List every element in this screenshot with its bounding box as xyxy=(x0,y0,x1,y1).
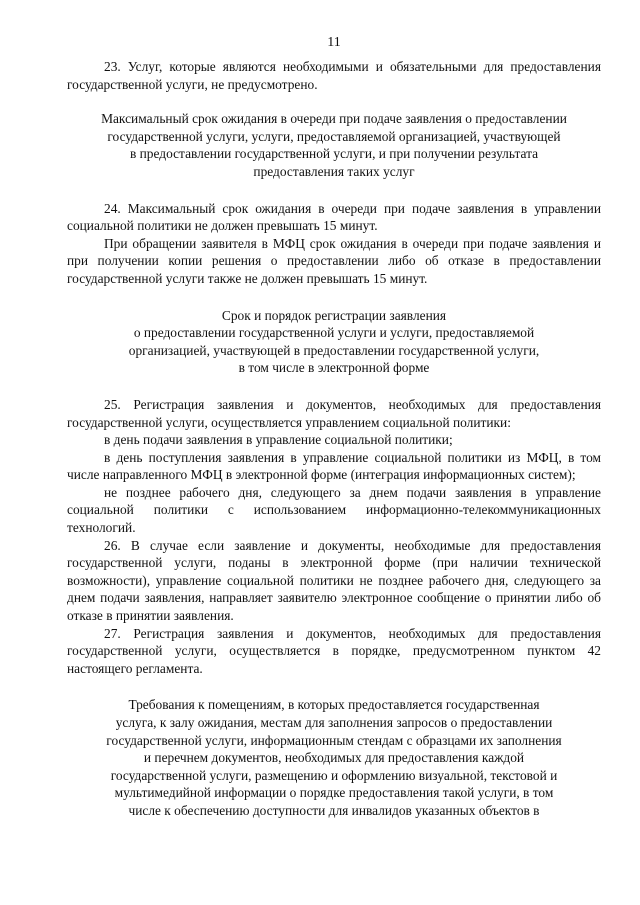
section-spacer xyxy=(67,93,601,110)
paragraph: в день поступления заявления в управление социальной политики из МФЦ, в том числе направленного МФЦ в электронной форме (интеграция информационных систем); xyxy=(67,449,601,483)
document-body xyxy=(67,58,601,820)
heading-line: о предоставлении государственной услуги и услуги, предоставляемой xyxy=(133,325,535,341)
page-number: 11 xyxy=(327,35,341,50)
section-heading xyxy=(71,696,597,819)
heading-line: мультимедийной информации о порядке предоставления такой услуги, в том xyxy=(114,785,554,801)
heading-line: в предоставлении государственной услуги, и при получении результата xyxy=(129,146,539,162)
heading-line: Максимальный срок ожидания в очереди при подаче заявления о предоставлении xyxy=(101,111,567,127)
paragraph: в день подачи заявления в управление социальной политики; xyxy=(104,432,453,448)
heading-line: государственной услуги, услуги, предоставляемой организацией, участвующей xyxy=(107,128,561,144)
heading-line: в том числе в электронной форме xyxy=(238,360,430,376)
section-heading xyxy=(71,307,597,377)
heading-line: и перечнем документов, необходимых для предоставления каждой xyxy=(143,750,525,766)
section-spacer xyxy=(67,288,601,307)
heading-line: числе к обеспечению доступности для инвалидов указанных объектов в xyxy=(128,802,540,818)
heading-line: Требования к помещениям, в которых предоставляется государственная xyxy=(128,697,540,713)
section-spacer xyxy=(67,377,601,396)
paragraph: 27. Регистрация заявления и документов, необходимых для предоставления государственной услуги, осуществляется в порядке, предусмотренном пунктом 42 настоящего регламента. xyxy=(67,625,601,676)
heading-line: услуга, к залу ожидания, местам для заполнения запросов о предоставлении xyxy=(115,715,553,730)
heading-line: государственной услуги, информационным стендам с образцами их заполнения xyxy=(106,732,562,748)
paragraph: 25. Регистрация заявления и документов, необходимых для предоставления государственной услуги, осуществляется управлением социальной политики: xyxy=(67,396,601,430)
paragraph: 26. В случае если заявление и документы, необходимые для предоставления государственной услуги, поданы в электронной форме (при наличии технической возможности), управление социальной политики не позднее рабочего дня, следующего за днем подачи заявления, направляет заявителю электронное сообщение о принятии либо об отказе в принятии заявления. xyxy=(67,537,601,624)
paragraph: При обращении заявителя в МФЦ срок ожидания в очереди при подаче заявления и при получении копии решения о предоставлении либо об отказе в предоставлении государственной услуги также не должен превышать 15 минут. xyxy=(67,235,601,286)
heading-line: предоставления таких услуг xyxy=(253,163,415,179)
paragraph: не позднее рабочего дня, следующего за днем подачи заявления в управление социальной политики с использованием информационно-телекоммуникационных технологий. xyxy=(67,484,601,536)
heading-line: организацией, участвующей в предоставлении государственной услуги, xyxy=(128,342,540,358)
section-spacer xyxy=(67,181,601,200)
heading-line: государственной услуги, размещению и оформлению визуальной, текстовой и xyxy=(110,767,558,783)
section-heading xyxy=(71,110,597,180)
section-spacer xyxy=(67,677,601,696)
paragraph: 23. Услуг, которые являются необходимыми и обязательными для предоставления государственной услуги, не предусмотрено. xyxy=(67,59,601,92)
paragraph: 24. Максимальный срок ожидания в очереди при подаче заявления в управлении социальной политики не должен превышать 15 минут. xyxy=(67,200,601,234)
heading-line: Срок и порядок регистрации заявления xyxy=(221,307,447,323)
